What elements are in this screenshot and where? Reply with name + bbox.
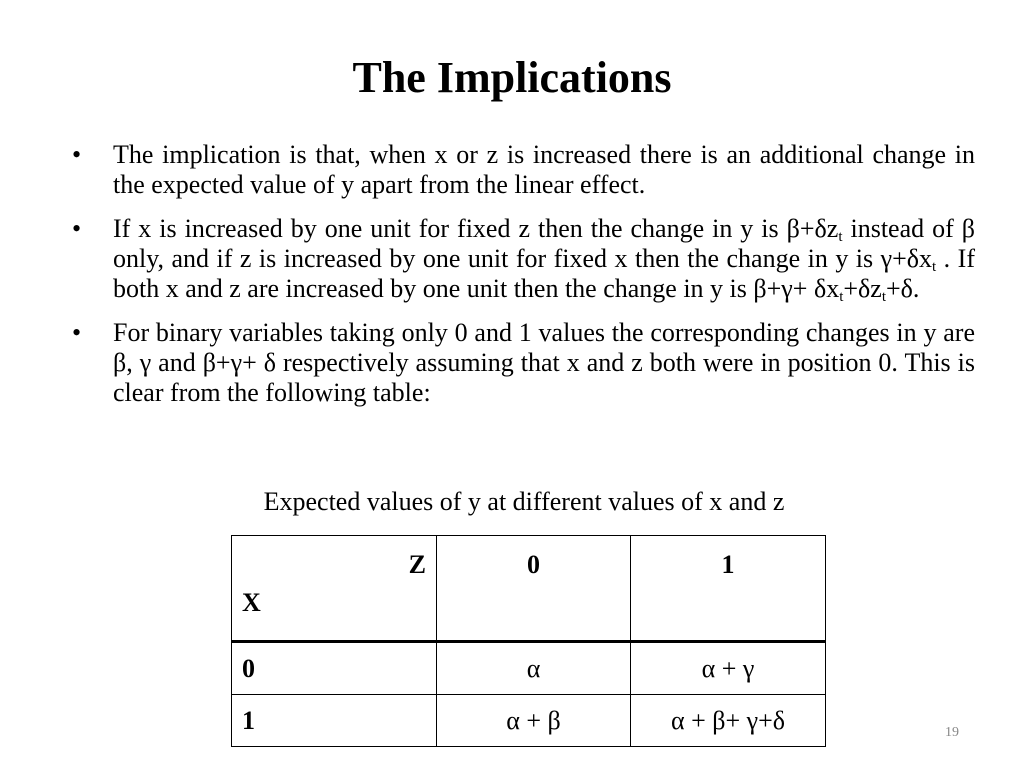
expected-values-table <box>231 535 826 747</box>
slide-title: The Implications <box>352 53 672 102</box>
table-cell: α + β+ γ+δ <box>631 695 826 747</box>
subscript: t <box>839 289 844 305</box>
bullet-text: For binary variables taking only 0 and 1 values the corresponding changes in y are β, γ and β+γ+ δ respectively assuming that x and z both were in position 0. This is clear from the following table: <box>113 318 975 407</box>
bullet-list <box>72 140 975 422</box>
table-cell: α + γ <box>631 642 826 695</box>
bullet-item <box>72 214 975 304</box>
row-header: 1 <box>232 695 437 747</box>
table-row <box>232 642 826 695</box>
bullet-dot-icon: • <box>72 318 82 347</box>
bullet-item <box>72 318 975 408</box>
corner-x-label: X <box>242 588 261 617</box>
column-header: 0 <box>437 536 631 642</box>
corner-z-label: Z <box>408 550 426 579</box>
bullet-dot-icon: • <box>72 140 82 169</box>
subscript: t <box>838 229 843 245</box>
table-cell: α + β <box>437 695 631 747</box>
column-header: 1 <box>631 536 826 642</box>
bullet-text: If x is increased by one unit for fixed z then the change in y is $\beta+\delta z_t$ instead of β only, and if z is increased by one unit for fixed x then the change in y is $\gamma+\delta x_t$ . If both x and z are increased by one unit then the change in y is $\beta+\gamma+ \delta x_t+\delta z_t+\delta$. <box>113 214 975 305</box>
bullet-item <box>72 140 975 200</box>
table-header-row <box>232 536 826 642</box>
bullet-dot-icon: • <box>72 214 82 243</box>
table-caption: Expected values of y at different values of x and z <box>263 487 785 516</box>
bullet-text: The implication is that, when x or z is increased there is an additional change in the expected value of y apart from the linear effect. <box>113 140 975 199</box>
subscript: t <box>881 289 887 305</box>
table-cell: α <box>437 642 631 695</box>
table-row <box>232 695 826 747</box>
row-header: 0 <box>232 642 437 695</box>
page-number: 19 <box>945 725 959 740</box>
corner-cell <box>232 536 437 642</box>
subscript: t <box>932 259 937 275</box>
